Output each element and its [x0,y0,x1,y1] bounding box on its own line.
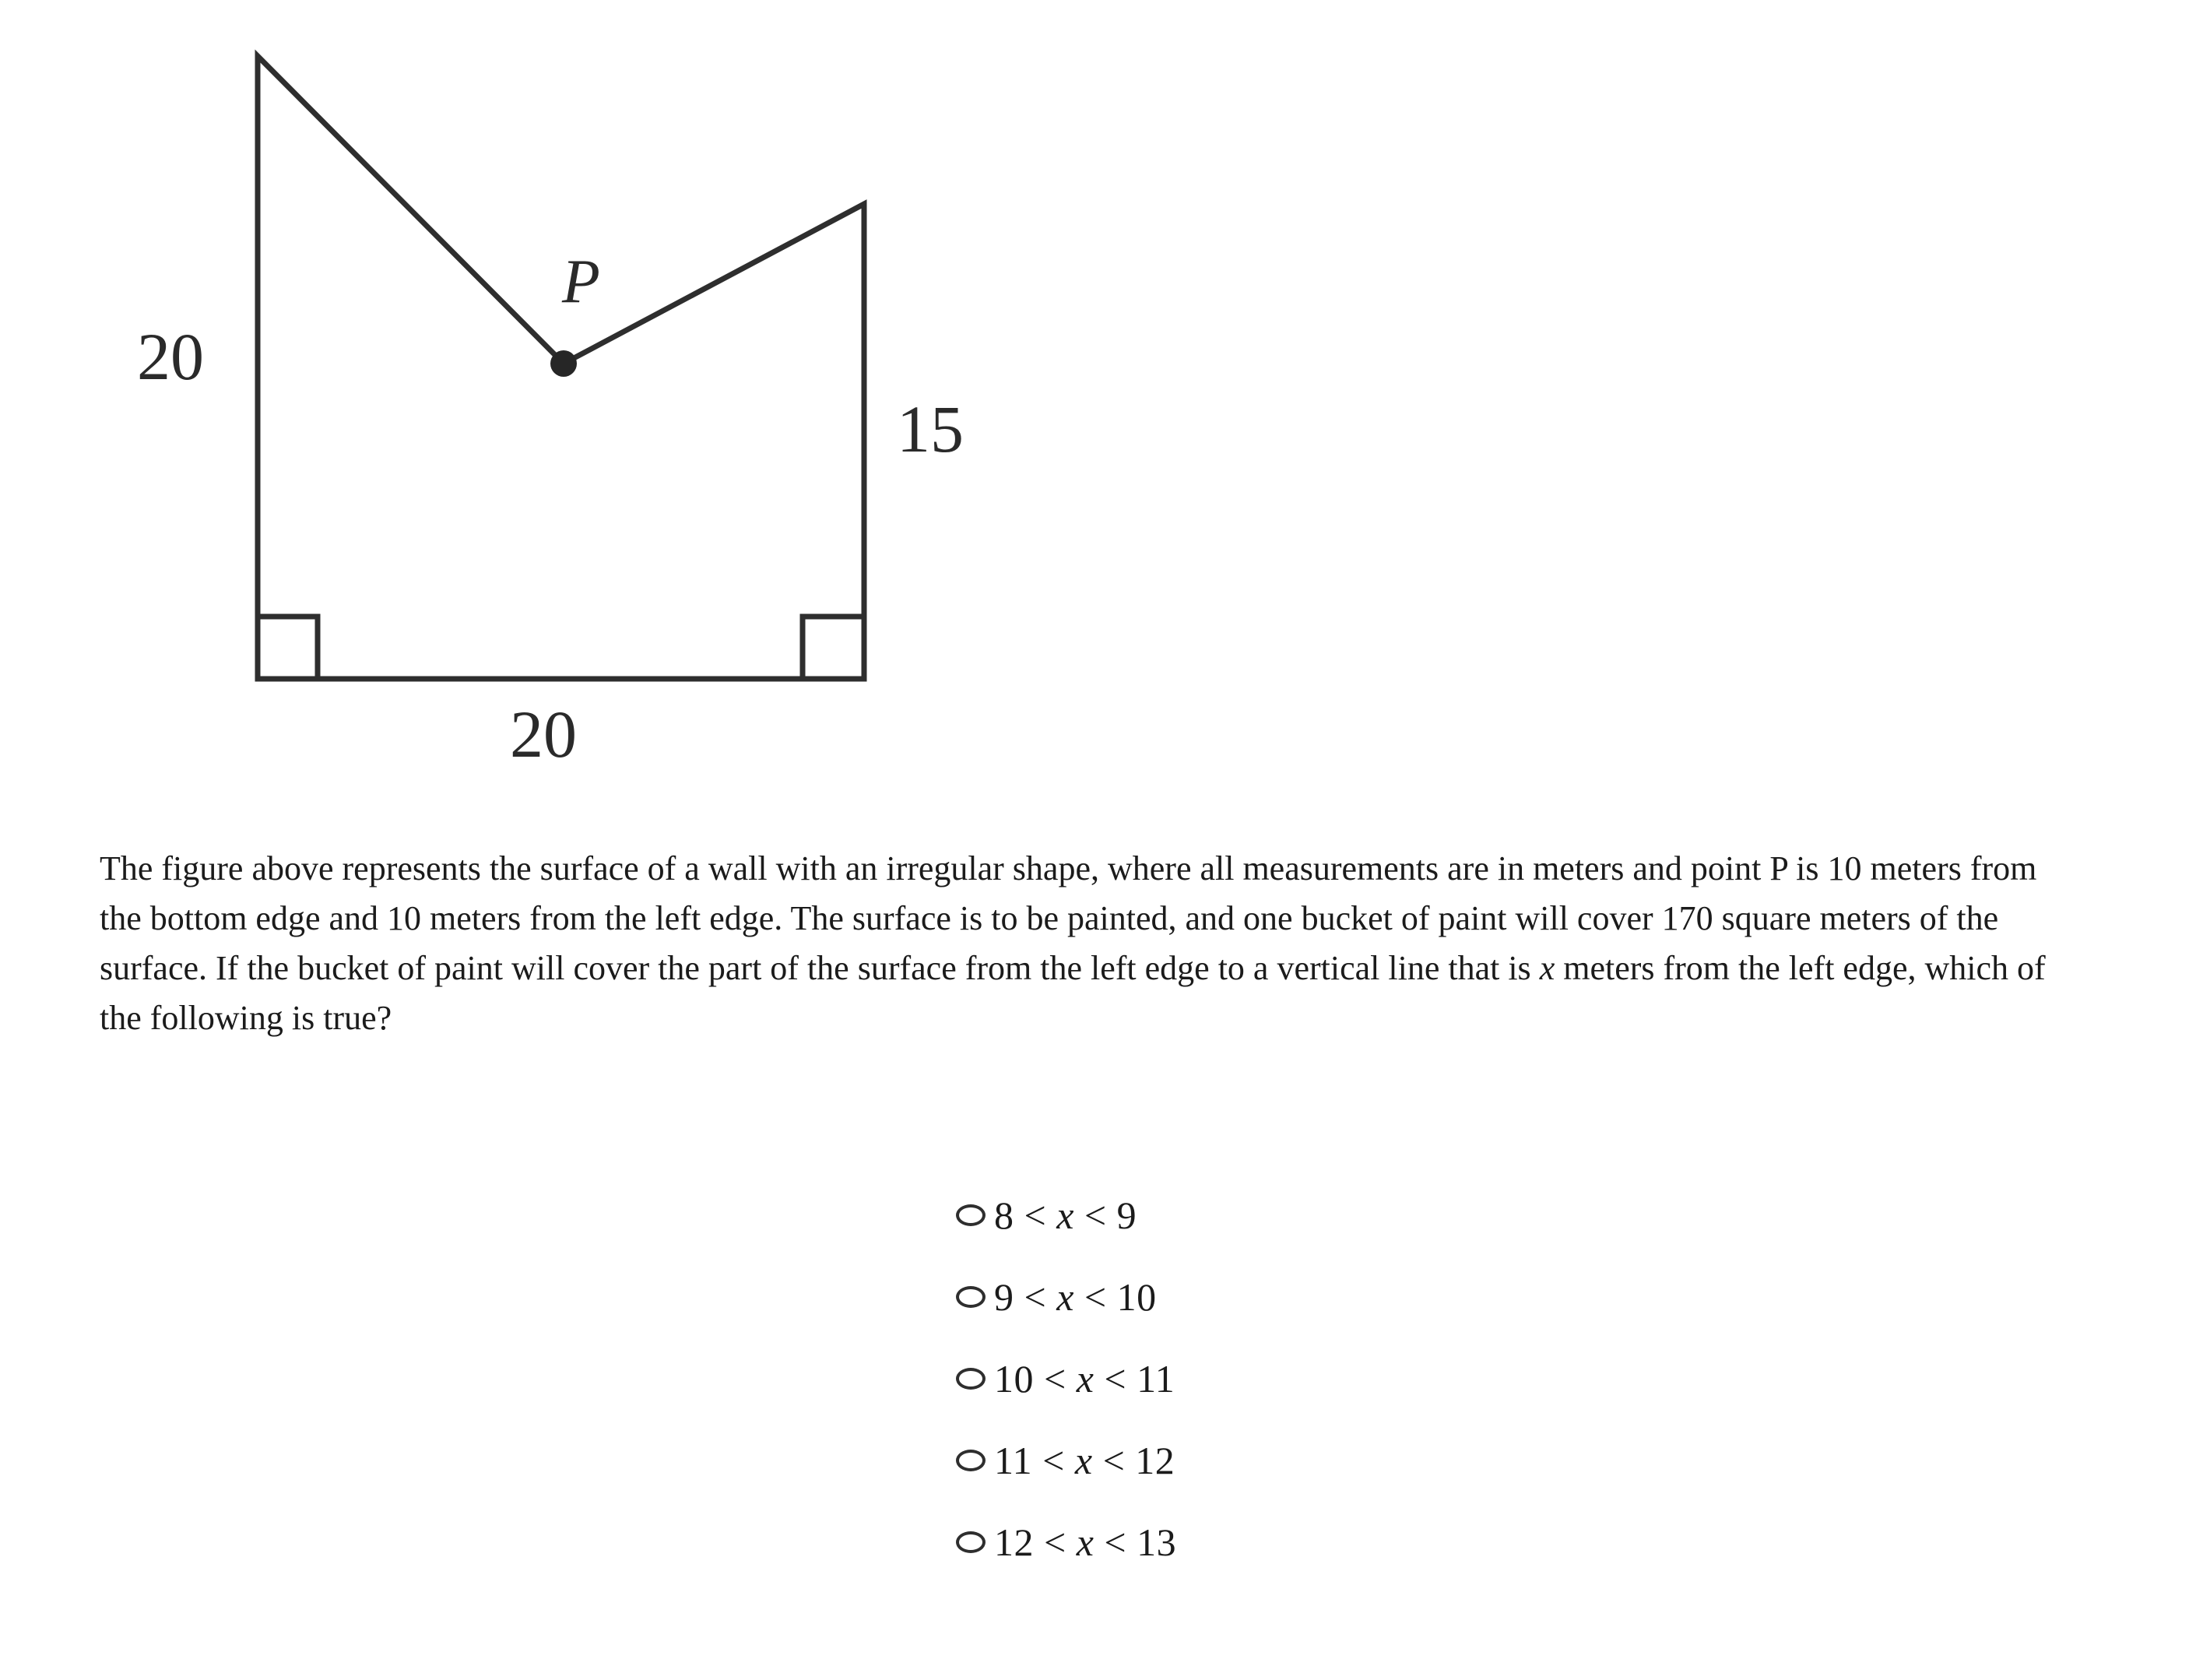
answer-choice-b[interactable] [956,1275,1657,1357]
prompt-variable-x: x [1539,949,1555,987]
choice-lower-bound: 11 [994,1439,1033,1482]
choice-operator-left: < [1044,1520,1066,1564]
choice-variable: x [1074,1439,1093,1482]
answer-choice-e[interactable] [956,1520,1657,1602]
answer-choice-list [956,1193,1657,1602]
choice-operator-right: < [1104,1357,1127,1401]
choice-variable: x [1076,1520,1094,1564]
answer-choice-label [994,1275,1157,1319]
choice-upper-bound: 11 [1137,1357,1175,1401]
choice-operator-right: < [1084,1193,1107,1237]
answer-choice-label [994,1439,1175,1482]
answer-choice-a[interactable] [956,1193,1657,1275]
choice-upper-bound: 10 [1116,1275,1157,1319]
choice-lower-bound: 10 [994,1357,1034,1401]
answer-choice-d[interactable] [956,1439,1657,1520]
choice-operator-left: < [1024,1193,1047,1237]
figure-label-bottom-side: 20 [510,697,577,771]
choice-variable: x [1056,1193,1074,1237]
figure-label-left-side: 20 [137,319,204,394]
answer-choice-label [994,1520,1176,1564]
choice-variable: x [1056,1275,1074,1319]
choice-variable: x [1076,1357,1094,1401]
choice-lower-bound: 8 [994,1193,1014,1237]
choice-operator-right: < [1102,1439,1126,1482]
radio-button-icon[interactable] [956,1450,986,1471]
choice-upper-bound: 13 [1137,1520,1177,1564]
radio-button-icon[interactable] [956,1286,986,1308]
choice-lower-bound: 9 [994,1275,1014,1319]
answer-choice-label [994,1357,1175,1401]
figure-label-point-p: P [562,248,600,316]
figure-label-right-side: 15 [897,392,964,466]
point-p-dot [550,350,577,377]
answer-choice-c[interactable] [956,1357,1657,1439]
radio-button-icon[interactable] [956,1531,986,1553]
choice-lower-bound: 12 [994,1520,1034,1564]
choice-operator-left: < [1024,1275,1047,1319]
answer-choice-label [994,1193,1137,1237]
prompt-text-tail: meters from the left edge, which of the following is true? [100,949,2046,1037]
prompt-text-head: The figure above represents the surface of a wall with an irregular shape, where all measurements are in meters and point P is 10 meters from the bottom edge and 10 meters from the left edge. The surface is to be painted, and one bucket of paint will cover 170 square meters of the surface. If the bucket of paint will cover the part of the surface from the left edge to a vertical line that is [100,849,2037,987]
choice-operator-left: < [1044,1357,1066,1401]
radio-button-icon[interactable] [956,1368,986,1390]
radio-button-icon[interactable] [956,1204,986,1226]
choice-upper-bound: 9 [1116,1193,1137,1237]
choice-upper-bound: 12 [1135,1439,1175,1482]
choice-operator-right: < [1104,1520,1127,1564]
choice-operator-right: < [1084,1275,1107,1319]
figure-panel [0,0,1090,794]
question-prompt [100,844,2069,1043]
choice-operator-left: < [1042,1439,1065,1482]
